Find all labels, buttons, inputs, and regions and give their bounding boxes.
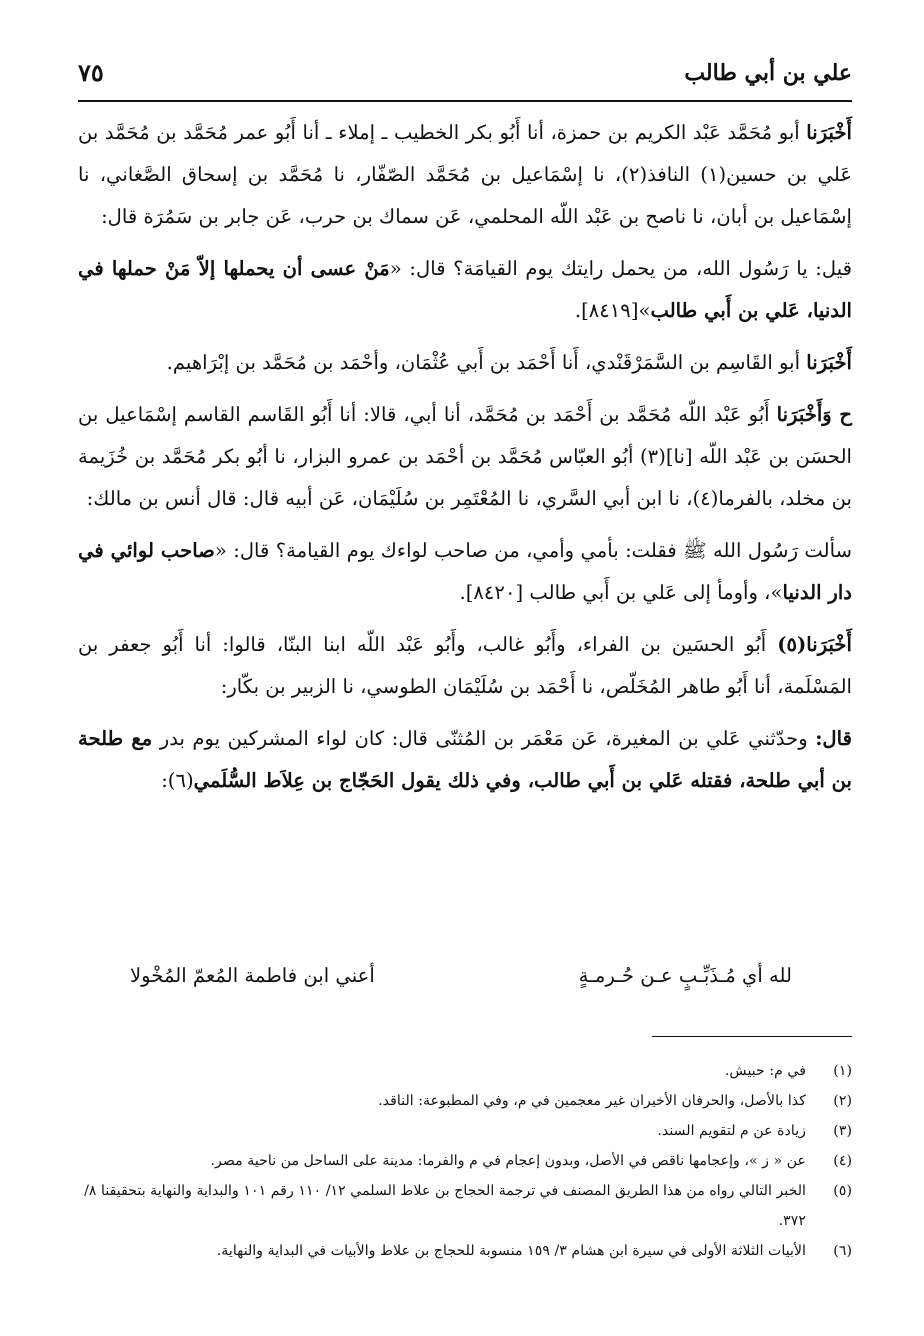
paragraph-6 (78, 624, 852, 708)
footnote-number: (٣) (833, 1123, 852, 1139)
footnotes (78, 1056, 852, 1266)
footnote-number: (٥) (833, 1183, 852, 1199)
paragraph-2 (78, 248, 852, 332)
footnote-text: عن « ز »، وإعجامها ناقص في الأصل، وبدون إعجام في م والفرما: مدينة على الساحل من ناحية مصر. (210, 1153, 806, 1169)
running-title: علي بن أبي طالب (684, 60, 852, 86)
footnote-text: زيادة عن م لتقويم السند. (657, 1123, 806, 1139)
footnote-text: الخبر التالي رواه من هذا الطريق المصنف في ترجمة الحجاج بن علاط السلمي ١٢/ ١١٠ رقم ١٠١ والبداية والنهاية بتحقيقنا ٨/ ٣٧٢. (84, 1183, 806, 1229)
poem-verse (130, 964, 792, 1004)
main-text (78, 112, 852, 802)
text-run: أبو القَاسِم بن السَّمَرْقَنْدي، أَنا أَحْمَد بن أَبي عُثْمَان، وأحْمَد بن مُحَمَّد بن إبْرَاهيم. (166, 351, 807, 374)
text-run: مع طلحة بن أبي طلحة، فقتله عَلي بن أَبي طالب، وفي ذلك يقول الحَجّاج بن عِلاَط السُّلَمي (78, 727, 852, 792)
paragraph-4 (78, 394, 852, 520)
text-run: وحدّثني عَلي بن المغيرة، عَن مَعْمَر بن المُثنّى قال: كان لواء المشركين يوم بدر (152, 727, 816, 750)
paragraph-7 (78, 718, 852, 802)
paragraph-5 (78, 530, 852, 614)
text-run: أَخْبَرَنا(٥) (777, 633, 852, 656)
text-run: ح وَأَخْبَرَنا (776, 403, 852, 426)
footnote-number: (٢) (833, 1093, 852, 1109)
text-run: سألت رَسُول الله ﷺ فقلت: بأمي وأمي، من صاحب لواءك يوم القيامة؟ قال: « (214, 539, 852, 562)
text-run: أَخْبَرَنا (806, 351, 852, 374)
text-run: أَبُو الحسَين بن الفراء، وأَبُو غالب، وأَبُو عَبْد اللّه ابنا البنّا، قالوا: أنا أَبُو جعفر بن المَسْلَمة، أنا أَبُو طاهر المُخَلّص، نا أَحْمَد بن سُلَيْمَان الطوسي، نا الزبير بن بكّار: (78, 633, 852, 698)
page-number: ٧٥ (78, 58, 104, 87)
text-run: »[٨٤١٩]. (574, 299, 651, 322)
text-run: قيل: يا رَسُول الله، من يحمل رايتك يوم القيامَة؟ قال: « (389, 257, 852, 280)
text-run: أَبُو عَبْد اللّه مُحَمَّد بن أَحْمَد بن مُحَمَّد، أنا أبي، قالا: أنا أَبُو القَاسم القاسم إسْمَاعيل بن الحسَن بن عَبْد اللّه [نا](٣) أبُو العبّاس مُحَمَّد بن أحْمَد بن عمرو البزار، نا أبُو بكر مُحَمَّد بن خُزَيمة بن مخلد، بالفرما(٤)، نا ابن أبي السَّري، نا المُعْتَمِر بن سُلَيْمَان، عَن أبيه قال: قال أنس بن مالك: (78, 403, 852, 510)
text-run: مَنْ عسى أن يحملها إلاّ مَنْ حملها في الدنيا، عَلي بن أَبي طالب (78, 257, 852, 322)
footnote (78, 1146, 852, 1176)
footnote-text: كذا بالأصل، والحرفان الأخيران غير معجمين في م، وفي المطبوعة: الناقد. (378, 1093, 806, 1109)
text-run: أَخْبَرَنا (806, 121, 852, 144)
footnote (78, 1236, 852, 1266)
footnote-divider (652, 1036, 852, 1037)
text-run: أبو مُحَمَّد عَبْد الكريم بن حمزة، أنا أَبُو بكر الخطيب ـ إملاء ـ أنا أَبُو عمر مُحَمَّد بن مُحَمَّد بن عَلي بن حسين(١) النافذ(٢)، نا إسْمَاعيل بن مُحَمَّد الصّفّار، نا مُحَمَّد بن إسحاق الصَّغاني، نا إسْمَاعيل بن أبان، نا ناصح بن عَبْد اللّه المحلمي، عَن سماك بن حرب، عَن جابر بن سَمُرَة قال: (78, 121, 853, 228)
page-header (78, 56, 852, 102)
footnote (78, 1056, 852, 1086)
poem-hemistich-2: أعني ابن فاطمة المُعمّ المُخْولا (130, 964, 375, 987)
poem-hemistich-1: لله أي مُـذَبِّـبٍ عـن حُـرمـةٍ (578, 964, 792, 987)
footnote (78, 1116, 852, 1146)
footnote-number: (١) (833, 1063, 852, 1079)
paragraph-3 (78, 342, 852, 384)
text-run: صاحب لوائي في دار الدنيا (78, 539, 852, 604)
footnote-text: الأبيات الثلاثة الأولى في سيرة ابن هشام ٣/ ١٥٩ منسوبة للحجاج بن علاط والأبيات في البداية والنهاية. (216, 1243, 806, 1259)
footnote (78, 1176, 852, 1236)
text-run: (٦): (161, 769, 194, 792)
footnote-text: في م: حبيش. (724, 1063, 806, 1079)
footnote (78, 1086, 852, 1116)
footnote-number: (٦) (833, 1243, 852, 1259)
text-run: »، وأومأ إلى عَلي بن أَبي طالب [٨٤٢٠]. (459, 581, 783, 604)
paragraph-1 (78, 112, 852, 238)
footnote-number: (٤) (833, 1153, 852, 1169)
text-run: قال: (815, 727, 853, 750)
